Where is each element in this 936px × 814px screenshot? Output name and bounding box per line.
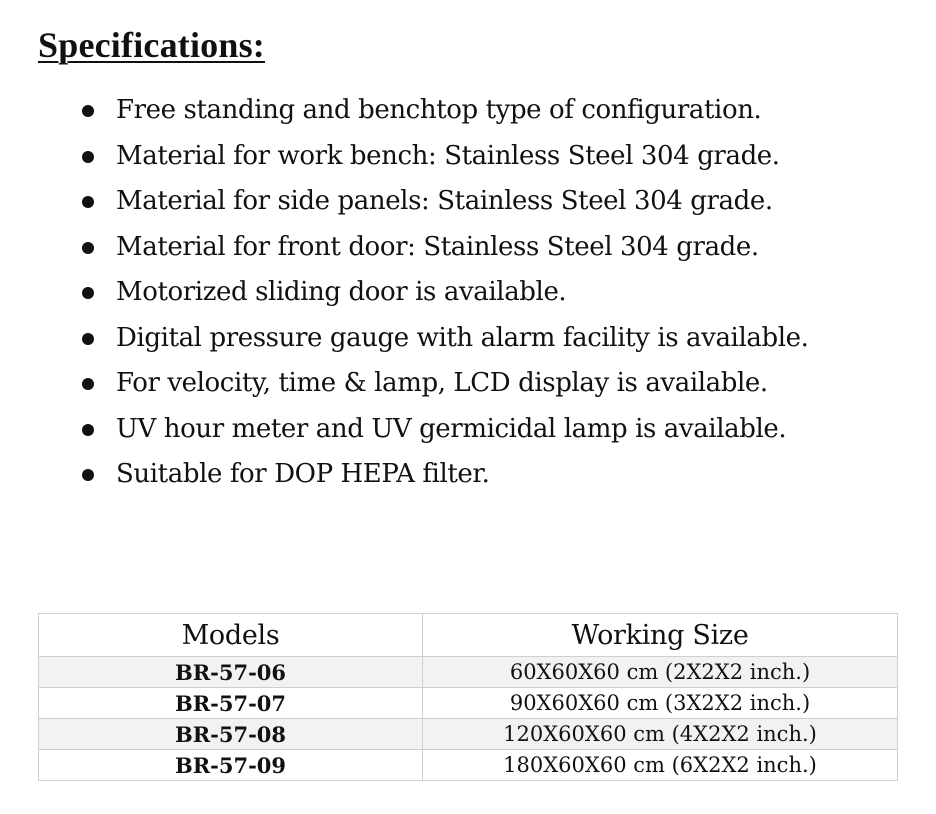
size-cell: 90X60X60 cm (3X2X2 inch.) [423,688,898,719]
bullet-icon [82,378,94,390]
spec-item [0,134,936,180]
model-cell: BR-57-06 [39,657,423,688]
size-cell: 60X60X60 cm (2X2X2 inch.) [423,657,898,688]
column-header-working-size: Working Size [423,614,898,657]
spec-item [0,270,936,316]
models-table [38,613,898,781]
spec-item [0,316,936,362]
spec-text: UV hour meter and UV germicidal lamp is available. [116,413,787,444]
spec-text: Suitable for DOP HEPA filter. [116,459,490,489]
bullet-icon [82,105,94,117]
spec-item [0,452,936,498]
model-cell: BR-57-08 [39,719,423,750]
bullet-icon [82,196,94,208]
spec-item [0,361,936,407]
spec-text: Material for work bench: Stainless Steel 304 grade. [116,140,780,171]
table-row [39,688,898,719]
specifications-list [0,88,936,498]
table-header-row [39,614,898,657]
page-title: Specifications: [38,25,265,65]
size-cell: 180X60X60 cm (6X2X2 inch.) [423,750,898,781]
spec-item [0,179,936,225]
model-cell: BR-57-07 [39,688,423,719]
bullet-icon [82,469,94,481]
bullet-icon [82,424,94,436]
size-cell: 120X60X60 cm (4X2X2 inch.) [423,719,898,750]
spec-text: Material for front door: Stainless Steel 304 grade. [116,231,759,262]
column-header-models: Models [39,614,423,657]
table-row [39,750,898,781]
spec-item [0,88,936,134]
table-row [39,657,898,688]
bullet-icon [82,242,94,254]
bullet-icon [82,287,94,299]
spec-item [0,225,936,271]
model-cell: BR-57-09 [39,750,423,781]
spec-item [0,407,936,453]
table-row [39,719,898,750]
spec-text: For velocity, time & lamp, LCD display is available. [116,368,768,398]
spec-text: Motorized sliding door is available. [116,277,567,307]
bullet-icon [82,151,94,163]
spec-text: Material for side panels: Stainless Steel 304 grade. [116,186,773,216]
spec-text: Free standing and benchtop type of configuration. [116,95,762,125]
spec-text: Digital pressure gauge with alarm facility is available. [116,322,809,353]
bullet-icon [82,333,94,345]
